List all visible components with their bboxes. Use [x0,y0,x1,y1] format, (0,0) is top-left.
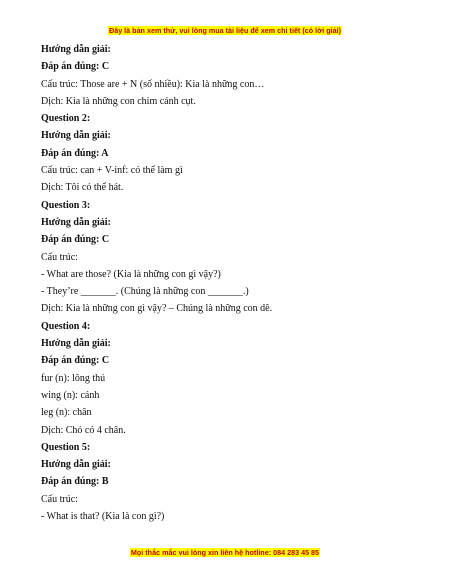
heading-line: Đáp án đúng: B [41,476,109,488]
document-body [41,41,411,525]
text-line: Cấu trúc: can + V-inf: có thể làm gì [41,165,183,177]
text-line: Cấu trúc: [41,251,78,263]
heading-line: Đáp án đúng: C [41,234,110,246]
preview-notice-banner [0,26,450,35]
text-line: fur (n): lông thú [41,372,106,384]
hotline-text: Mọi thắc mắc vui lòng xin liên hệ hotline: 084 283 45 85 [130,548,320,557]
heading-line: Question 3: [41,199,91,211]
heading-line: Hướng dẫn giải: [41,338,111,350]
preview-notice-text: Đây là bản xem thử, vui lòng mua tài liệu để xem chi tiết (có lời giải) [109,26,341,35]
text-line: - What is that? (Kia là con gì?) [41,511,165,523]
text-line: - They’re _______. (Chúng là những con _______.) [41,286,249,298]
text-line: Cấu trúc: [41,493,78,505]
text-line: wing (n): cánh [41,389,100,401]
heading-line: Question 5: [41,441,91,453]
heading-line: Hướng dẫn giải: [41,459,111,471]
heading-line: Hướng dẫn giải: [41,130,111,142]
hotline-banner [0,548,450,557]
text-line: Cấu trúc: Those are + N (số nhiều): Kia là những con… [41,78,265,90]
heading-line: Đáp án đúng: C [41,355,110,367]
text-line: Dịch: Chó có 4 chân. [41,424,126,436]
heading-line: Hướng dẫn giải: [41,44,111,55]
heading-line: Question 2: [41,113,91,125]
heading-line: Đáp án đúng: A [41,147,109,159]
heading-line: Đáp án đúng: C [41,61,110,73]
text-line: Dịch: Tôi có thể hát. [41,182,124,194]
heading-line: Question 4: [41,320,91,332]
text-line: - What are those? (Kia là những con gì vậy?) [41,268,221,280]
text-line: Dịch: Kia là những con gì vậy? – Chúng là những con dê. [41,303,273,315]
text-line: leg (n): chân [41,407,92,419]
text-line: Dịch: Kia là những con chim cánh cụt. [41,95,196,107]
heading-line: Hướng dẫn giải: [41,216,111,228]
